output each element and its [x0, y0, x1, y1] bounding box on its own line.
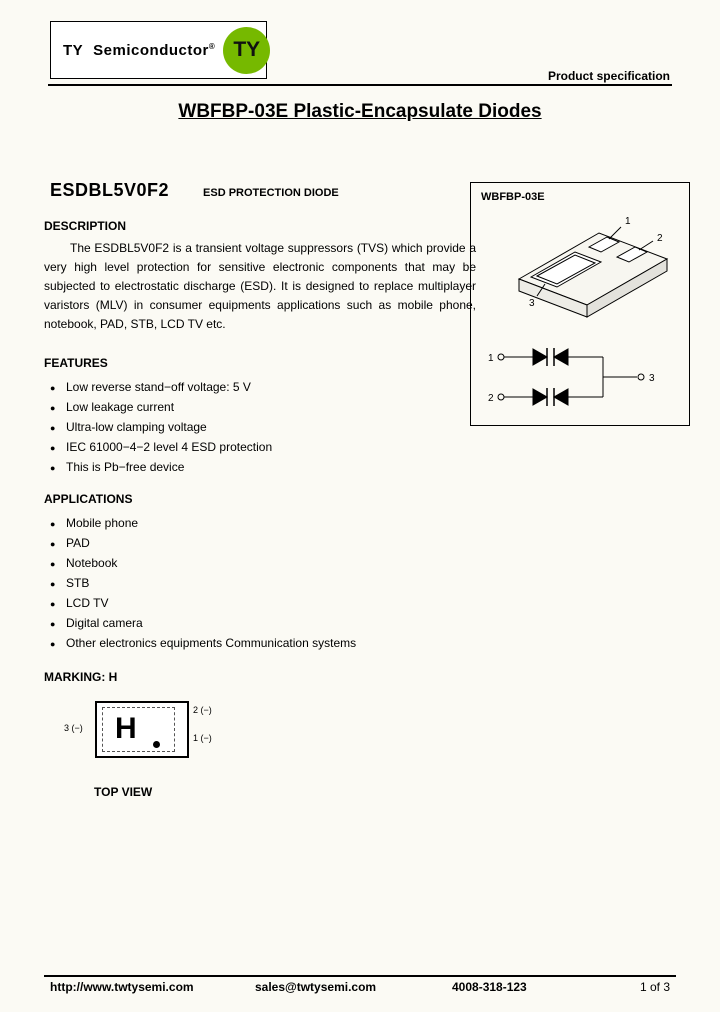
footer-email: sales@twtysemi.com — [255, 980, 377, 994]
schematic-pin3-label: 3 — [649, 373, 655, 384]
feature-item — [44, 378, 476, 398]
application-text: Notebook — [66, 556, 118, 570]
description-heading: DESCRIPTION — [44, 219, 127, 233]
logo-badge — [223, 27, 270, 74]
application-item — [44, 514, 476, 534]
marking-dashed-area — [102, 707, 175, 752]
feature-text: IEC 61000−4−2 level 4 ESD protection — [66, 440, 273, 454]
marking-pin2-label: 2 (−) — [193, 705, 212, 715]
application-text: LCD TV — [66, 596, 109, 610]
applications-heading: APPLICATIONS — [44, 492, 133, 506]
bullet-icon: ● — [50, 579, 56, 589]
package-name-label: WBFBP-03E — [481, 191, 545, 203]
page-title: WBFBP-03E Plastic-Encapsulate Diodes — [178, 101, 542, 122]
package-diagram-box — [470, 182, 690, 426]
features-heading: FEATURES — [44, 356, 108, 370]
top-view-label: TOP VIEW — [94, 785, 153, 799]
registered-trademark-icon: ® — [208, 41, 216, 51]
application-item — [44, 614, 476, 634]
feature-item — [44, 418, 476, 438]
bullet-icon: ● — [50, 599, 56, 609]
application-item — [44, 594, 476, 614]
marking-top-view-figure — [64, 699, 284, 761]
bullet-icon: ● — [50, 423, 56, 433]
part-type-label: ESD PROTECTION DIODE — [203, 187, 339, 199]
footer-page-number: 1 of 3 — [640, 980, 671, 994]
description-text: The ESDBL5V0F2 is a transient voltage suppressors (TVS) which provide a very high level protection for sensitive electronic components that may be subjected to electrostatic discharge (ESD). It is designed to replace multiplayer varistors (MLV) in consumer equipments applications such as mobile phone, notebook, PAD, STB, LCD TV etc. — [44, 241, 476, 331]
features-list — [44, 378, 476, 478]
marking-pin1-label: 1 (−) — [193, 733, 212, 743]
footer — [0, 980, 720, 1000]
bullet-icon: ● — [50, 443, 56, 453]
logo-brand: TY — [63, 41, 84, 59]
feature-text: Low leakage current — [66, 400, 175, 414]
package-pin3-label: 3 — [529, 298, 535, 309]
application-text: PAD — [66, 536, 90, 550]
application-item — [44, 634, 476, 654]
footer-website: http://www.twtysemi.com — [50, 980, 194, 994]
main-content — [44, 219, 476, 799]
application-text: Digital camera — [66, 616, 143, 630]
part-heading — [50, 180, 339, 201]
feature-text: This is Pb−free device — [66, 460, 185, 474]
bullet-icon: ● — [50, 403, 56, 413]
logo-company-name: Semiconductor — [93, 41, 209, 59]
package-3d-drawing — [471, 203, 687, 335]
logo-badge-text: TY — [233, 38, 261, 61]
header-divider — [48, 84, 672, 86]
feature-item — [44, 438, 476, 458]
marking-pin3-label: 3 (−) — [64, 723, 83, 733]
product-specification-label: Product specification — [547, 69, 670, 83]
bullet-icon: ● — [50, 463, 56, 473]
bullet-icon: ● — [50, 639, 56, 649]
application-text: Mobile phone — [66, 516, 139, 530]
circuit-schematic — [471, 335, 687, 427]
feature-item — [44, 398, 476, 418]
applications-list — [44, 514, 476, 654]
part-number: ESDBL5V0F2 — [50, 180, 170, 200]
marking-package-outline — [95, 701, 189, 758]
pin1-indicator-dot — [153, 741, 160, 748]
feature-item — [44, 458, 476, 478]
package-pin2-label: 2 — [657, 233, 663, 244]
application-item — [44, 554, 476, 574]
bullet-icon: ● — [50, 619, 56, 629]
feature-text: Low reverse stand−off voltage: 5 V — [66, 380, 251, 394]
bullet-icon: ● — [50, 519, 56, 529]
package-pin1-label: 1 — [625, 216, 631, 227]
logo-text — [63, 42, 215, 59]
application-item — [44, 574, 476, 594]
bullet-icon: ● — [50, 383, 56, 393]
feature-text: Ultra-low clamping voltage — [66, 420, 207, 434]
footer-phone: 4008-318-123 — [452, 980, 527, 994]
application-text: STB — [66, 576, 90, 590]
footer-divider — [44, 975, 676, 977]
bullet-icon: ● — [50, 539, 56, 549]
marking-heading: MARKING: H — [44, 670, 118, 684]
company-logo — [50, 21, 267, 79]
marking-letter: H — [115, 711, 137, 745]
schematic-pin2-label: 2 — [488, 393, 494, 404]
application-text: Other electronics equipments Communication systems — [66, 636, 357, 650]
bullet-icon: ● — [50, 559, 56, 569]
application-item — [44, 534, 476, 554]
schematic-pin1-label: 1 — [488, 353, 494, 364]
